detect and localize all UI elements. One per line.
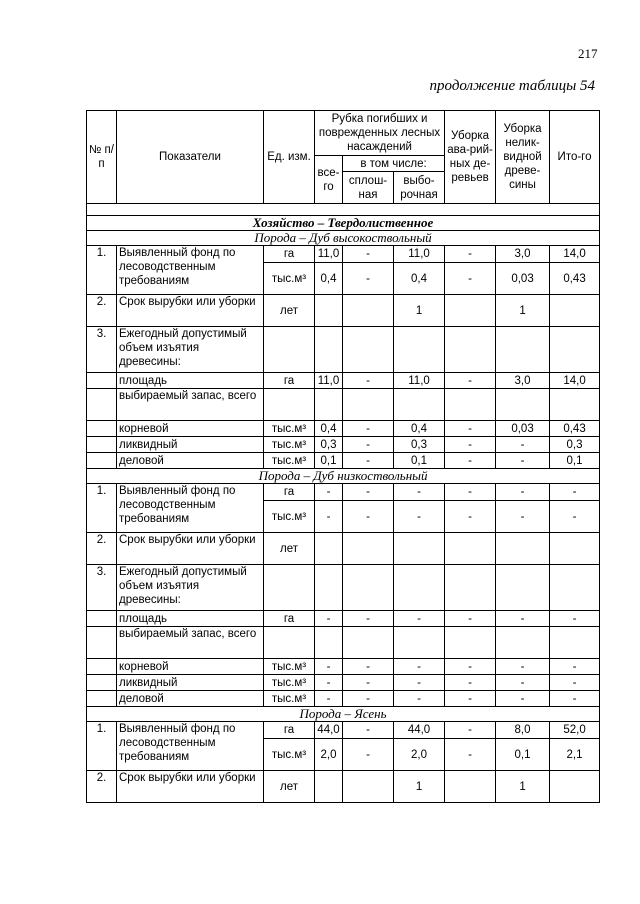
value-cell: - — [343, 373, 394, 389]
empty-cell — [87, 611, 117, 627]
empty-cell — [264, 627, 315, 659]
empty-cell — [87, 691, 117, 707]
row-indicator: Выявленный фонд по лесоводственным требованиям — [117, 246, 264, 295]
table-row — [87, 675, 600, 691]
value-cell: 44,0 — [315, 722, 343, 739]
empty-cell — [496, 389, 550, 421]
header-felling: Рубка погибших и поврежденных лесных насаждений — [315, 111, 445, 156]
value-cell: - — [343, 675, 394, 691]
value-cell: - — [496, 691, 550, 707]
empty-cell — [315, 627, 343, 659]
table-row — [87, 421, 600, 437]
empty-cell — [445, 565, 496, 611]
table-row — [87, 533, 600, 565]
value-cell: - — [445, 484, 496, 501]
value-cell: 0,03 — [496, 421, 550, 437]
spacer-row — [87, 204, 600, 216]
unit-cell: тыс.м³ — [264, 263, 315, 295]
value-cell: 0,4 — [394, 263, 445, 295]
empty-cell — [87, 437, 117, 453]
value-cell: - — [445, 501, 496, 533]
empty-cell — [264, 327, 315, 373]
value-cell: - — [315, 675, 343, 691]
value-cell: - — [445, 421, 496, 437]
empty-cell — [315, 565, 343, 611]
value-cell: 0,4 — [394, 421, 445, 437]
value-cell: 11,0 — [315, 246, 343, 263]
table-continuation-caption: продолжение таблицы 54 — [429, 78, 595, 94]
empty-cell — [550, 389, 600, 421]
row-indicator: ликвидный — [117, 437, 264, 453]
unit-cell: лет — [264, 295, 315, 327]
value-cell: - — [343, 722, 394, 739]
empty-cell — [87, 675, 117, 691]
table-row — [87, 373, 600, 389]
table-row — [87, 246, 600, 263]
empty-cell — [87, 659, 117, 675]
value-cell: 52,0 — [550, 722, 600, 739]
table-row — [87, 389, 600, 421]
value-cell: 0,1 — [394, 453, 445, 469]
value-cell: - — [343, 691, 394, 707]
value-cell: - — [343, 453, 394, 469]
unit-cell: лет — [264, 771, 315, 803]
header-sum: Ито-го — [550, 111, 600, 204]
value-cell: - — [394, 675, 445, 691]
value-cell: - — [394, 484, 445, 501]
value-cell: - — [343, 501, 394, 533]
row-indicator: деловой — [117, 453, 264, 469]
table-row — [87, 659, 600, 675]
empty-cell — [343, 627, 394, 659]
section-title: Порода – Ясень — [87, 707, 600, 722]
empty-cell — [445, 327, 496, 373]
table-row — [87, 611, 600, 627]
row-number: 1. — [87, 246, 117, 295]
value-cell: - — [343, 484, 394, 501]
unit-cell: га — [264, 246, 315, 263]
unit-cell: тыс.м³ — [264, 501, 315, 533]
value-cell: 1 — [394, 771, 445, 803]
value-cell: - — [343, 263, 394, 295]
value-cell: - — [496, 501, 550, 533]
value-cell: - — [550, 659, 600, 675]
row-indicator: Ежегодный допустимый объем изъятия древесины: — [117, 327, 264, 373]
value-cell — [445, 295, 496, 327]
value-cell: 0,03 — [496, 263, 550, 295]
value-cell: - — [343, 611, 394, 627]
value-cell: 1 — [496, 771, 550, 803]
value-cell: 3,0 — [496, 246, 550, 263]
value-cell — [445, 533, 496, 565]
value-cell: - — [394, 691, 445, 707]
value-cell — [315, 771, 343, 803]
row-number: 2. — [87, 771, 117, 803]
value-cell: - — [445, 453, 496, 469]
empty-cell — [445, 389, 496, 421]
header-illiquid: Уборка нелик-видной древе-сины — [496, 111, 550, 204]
value-cell — [315, 533, 343, 565]
value-cell — [496, 533, 550, 565]
row-indicator: корневой — [117, 659, 264, 675]
row-indicator: ликвидный — [117, 675, 264, 691]
empty-cell — [445, 627, 496, 659]
row-indicator: Срок вырубки или уборки — [117, 295, 264, 327]
empty-cell — [343, 565, 394, 611]
row-indicator: Выявленный фонд по лесоводственным требованиям — [117, 484, 264, 533]
header-indicator: Показатели — [117, 111, 264, 204]
unit-cell: тыс.м³ — [264, 739, 315, 771]
value-cell: - — [550, 675, 600, 691]
value-cell: 14,0 — [550, 246, 600, 263]
value-cell: - — [445, 691, 496, 707]
table-row — [87, 627, 600, 659]
value-cell: 0,3 — [550, 437, 600, 453]
row-indicator: Выявленный фонд по лесоводственным требованиям — [117, 722, 264, 771]
empty-cell — [496, 565, 550, 611]
value-cell: 0,43 — [550, 421, 600, 437]
value-cell: - — [394, 501, 445, 533]
empty-cell — [394, 327, 445, 373]
unit-cell: тыс.м³ — [264, 421, 315, 437]
empty-cell — [394, 627, 445, 659]
value-cell: - — [496, 611, 550, 627]
row-number: 3. — [87, 327, 117, 373]
row-indicator: площадь — [117, 373, 264, 389]
empty-cell — [550, 627, 600, 659]
unit-cell: га — [264, 722, 315, 739]
empty-cell — [550, 327, 600, 373]
table-row — [87, 771, 600, 803]
empty-cell — [550, 565, 600, 611]
header-total: все-го — [315, 156, 343, 204]
value-cell — [550, 295, 600, 327]
table-row — [87, 722, 600, 739]
section-row — [87, 707, 600, 722]
row-indicator: выбираемый запас, всего — [117, 627, 264, 659]
value-cell: - — [445, 263, 496, 295]
unit-cell: га — [264, 611, 315, 627]
header-including: в том числе: — [343, 156, 445, 172]
value-cell: - — [550, 611, 600, 627]
value-cell: 14,0 — [550, 373, 600, 389]
empty-cell — [394, 565, 445, 611]
value-cell: 44,0 — [394, 722, 445, 739]
value-cell — [343, 295, 394, 327]
header-num: № п/п — [87, 111, 117, 204]
value-cell: 3,0 — [496, 373, 550, 389]
value-cell: 0,3 — [394, 437, 445, 453]
empty-cell — [87, 421, 117, 437]
table-row — [87, 565, 600, 611]
row-number: 2. — [87, 295, 117, 327]
value-cell: - — [315, 611, 343, 627]
empty-cell — [496, 627, 550, 659]
unit-cell: га — [264, 373, 315, 389]
row-number: 2. — [87, 533, 117, 565]
value-cell: - — [394, 659, 445, 675]
value-cell: - — [496, 437, 550, 453]
value-cell: 8,0 — [496, 722, 550, 739]
empty-cell — [87, 453, 117, 469]
value-cell: - — [550, 691, 600, 707]
empty-cell — [496, 327, 550, 373]
value-cell: 2,0 — [394, 739, 445, 771]
section-row — [87, 469, 600, 484]
unit-cell: тыс.м³ — [264, 675, 315, 691]
value-cell: 11,0 — [394, 246, 445, 263]
unit-cell: тыс.м³ — [264, 437, 315, 453]
value-cell: - — [445, 373, 496, 389]
value-cell: 1 — [394, 295, 445, 327]
value-cell: 0,4 — [315, 421, 343, 437]
table-row — [87, 437, 600, 453]
value-cell — [550, 533, 600, 565]
farm-title: Хозяйство – Твердолиственное — [87, 216, 600, 231]
row-indicator: выбираемый запас, всего — [117, 389, 264, 421]
forestry-table — [86, 110, 600, 803]
empty-cell — [343, 327, 394, 373]
value-cell: - — [496, 484, 550, 501]
table-row — [87, 327, 600, 373]
section-row — [87, 231, 600, 246]
empty-cell — [315, 389, 343, 421]
value-cell — [445, 771, 496, 803]
empty-cell — [264, 389, 315, 421]
row-number: 1. — [87, 484, 117, 533]
empty-cell — [87, 389, 117, 421]
value-cell: 0,1 — [550, 453, 600, 469]
value-cell: - — [445, 722, 496, 739]
empty-cell — [343, 389, 394, 421]
value-cell: - — [445, 739, 496, 771]
row-indicator: корневой — [117, 421, 264, 437]
empty-cell — [394, 389, 445, 421]
value-cell: - — [496, 453, 550, 469]
value-cell — [550, 771, 600, 803]
value-cell: - — [315, 691, 343, 707]
value-cell: - — [496, 659, 550, 675]
value-cell: 1 — [496, 295, 550, 327]
value-cell: 2,0 — [315, 739, 343, 771]
value-cell: - — [445, 659, 496, 675]
value-cell — [343, 533, 394, 565]
row-number: 1. — [87, 722, 117, 771]
value-cell — [315, 295, 343, 327]
unit-cell: га — [264, 484, 315, 501]
value-cell — [394, 533, 445, 565]
header-unit: Ед. изм. — [264, 111, 315, 204]
unit-cell: тыс.м³ — [264, 691, 315, 707]
value-cell: - — [343, 659, 394, 675]
value-cell: 0,1 — [315, 453, 343, 469]
value-cell: - — [445, 611, 496, 627]
header-clear: сплош-ная — [343, 172, 394, 204]
value-cell: 11,0 — [394, 373, 445, 389]
value-cell: - — [394, 611, 445, 627]
unit-cell: лет — [264, 533, 315, 565]
header-selective: выбо-рочная — [394, 172, 445, 204]
table-row — [87, 484, 600, 501]
empty-cell — [315, 327, 343, 373]
value-cell: 2,1 — [550, 739, 600, 771]
value-cell: - — [550, 484, 600, 501]
table-row — [87, 691, 600, 707]
value-cell: - — [445, 675, 496, 691]
value-cell: 0,1 — [496, 739, 550, 771]
unit-cell: тыс.м³ — [264, 659, 315, 675]
value-cell: - — [550, 501, 600, 533]
row-indicator: площадь — [117, 611, 264, 627]
row-indicator: Ежегодный допустимый объем изъятия древесины: — [117, 565, 264, 611]
value-cell: 11,0 — [315, 373, 343, 389]
value-cell: 0,4 — [315, 263, 343, 295]
value-cell: - — [343, 739, 394, 771]
header-emergency: Уборка ава-рий-ных де-ревьев — [445, 111, 496, 204]
section-title: Порода – Дуб низкоствольный — [87, 469, 600, 484]
value-cell: - — [445, 437, 496, 453]
empty-cell — [264, 565, 315, 611]
value-cell: 0,43 — [550, 263, 600, 295]
value-cell: - — [343, 246, 394, 263]
table-row — [87, 453, 600, 469]
row-indicator: Срок вырубки или уборки — [117, 533, 264, 565]
empty-cell — [87, 373, 117, 389]
row-number: 3. — [87, 565, 117, 611]
value-cell: - — [315, 659, 343, 675]
value-cell: - — [496, 675, 550, 691]
value-cell: - — [315, 484, 343, 501]
row-indicator: деловой — [117, 691, 264, 707]
value-cell: - — [343, 421, 394, 437]
page-number: 217 — [578, 46, 598, 61]
unit-cell: тыс.м³ — [264, 453, 315, 469]
value-cell: - — [445, 246, 496, 263]
value-cell: - — [343, 437, 394, 453]
value-cell: - — [315, 501, 343, 533]
row-indicator: Срок вырубки или уборки — [117, 771, 264, 803]
table-body — [87, 204, 600, 803]
table-row — [87, 295, 600, 327]
value-cell — [343, 771, 394, 803]
section-title: Порода – Дуб высокоствольный — [87, 231, 600, 246]
value-cell: 0,3 — [315, 437, 343, 453]
empty-cell — [87, 627, 117, 659]
